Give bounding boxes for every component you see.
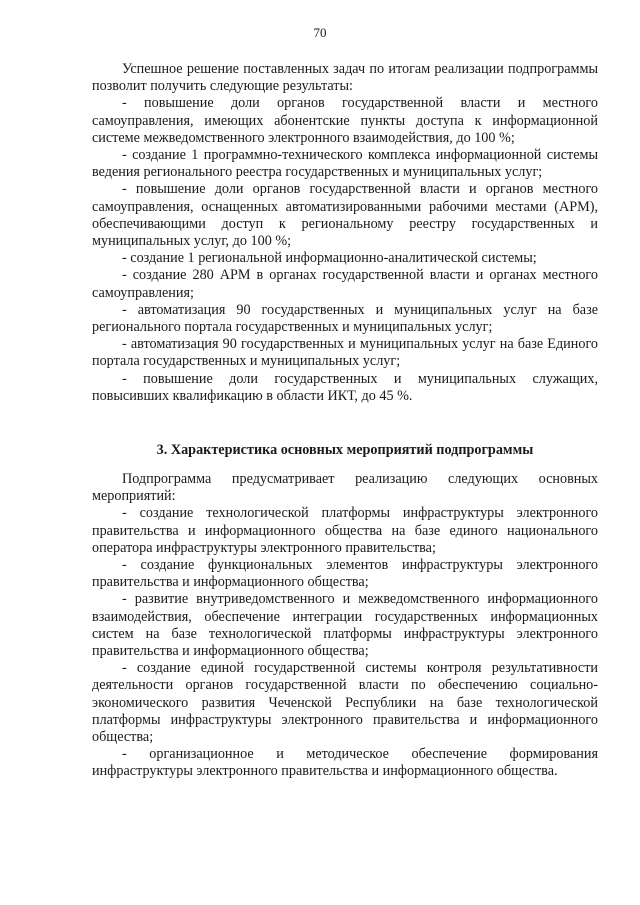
section-heading: 3. Характеристика основных мероприятий подпрограммы: [156, 442, 534, 458]
measure-item: - создание технологической платформы инфраструктуры электронного правительства и информационного общества на базе единого национального оператора инфраструктуры электронного правительства;: [92, 505, 598, 556]
measure-item: - организационное и методическое обеспечение формирования инфраструктуры электронного правительства и информационного общества.: [92, 746, 598, 780]
result-item: - повышение доли органов государственной власти и местного самоуправления, имеющих абонентские пункты доступа к информационной системе межведомственного электронного взаимодействия, до 100 %;: [92, 95, 598, 146]
results-section: [92, 61, 598, 405]
result-item: - повышение доли органов государственной власти и органов местного самоуправления, оснащенных автоматизированными рабочими местами (АРМ), обеспечивающими доступ к региональному реестру государственных и муниципальных услуг, до 100 %;: [92, 181, 598, 250]
result-item: - автоматизация 90 государственных и муниципальных услуг на базе Единого портала государственных и муниципальных услуг;: [92, 336, 598, 370]
result-item: - повышение доли государственных и муниципальных служащих, повысивших квалификацию в области ИКТ, до 45 %.: [92, 370, 598, 404]
page-number: 70: [313, 25, 327, 40]
measure-item: - создание единой государственной системы контроля результативности деятельности органов государственной власти по обеспечению социально-экономического развития Чеченской Республики на базе технологической платформы инфраструктуры электронного правительства и информационного общества;: [92, 660, 598, 746]
result-item: - создание 280 АРМ в органах государственной власти и органах местного самоуправления;: [92, 267, 598, 301]
measures-intro: Подпрограмма предусматривает реализацию следующих основных мероприятий:: [92, 471, 598, 505]
measure-item: - создание функциональных элементов инфраструктуры электронного правительства и информационного общества;: [92, 557, 598, 591]
result-item: - автоматизация 90 государственных и муниципальных услуг на базе регионального портала государственных и муниципальных услуг;: [92, 301, 598, 336]
results-intro: Успешное решение поставленных задач по итогам реализации подпрограммы позволит получить следующие результаты:: [92, 61, 598, 95]
measure-item: - развитие внутриведомственного и межведомственного информационного взаимодействия, обеспечение интеграции государственных информационных систем на базе технологической платформы инфраструктуры электронного правительства и информационного общества;: [92, 591, 598, 660]
measures-section: [92, 471, 598, 781]
result-item: - создание 1 региональной информационно-аналитической системы;: [122, 250, 537, 267]
result-item: - создание 1 программно-технического комплекса информационной системы ведения регионального реестра государственных и муниципальных услуг;: [92, 147, 598, 181]
